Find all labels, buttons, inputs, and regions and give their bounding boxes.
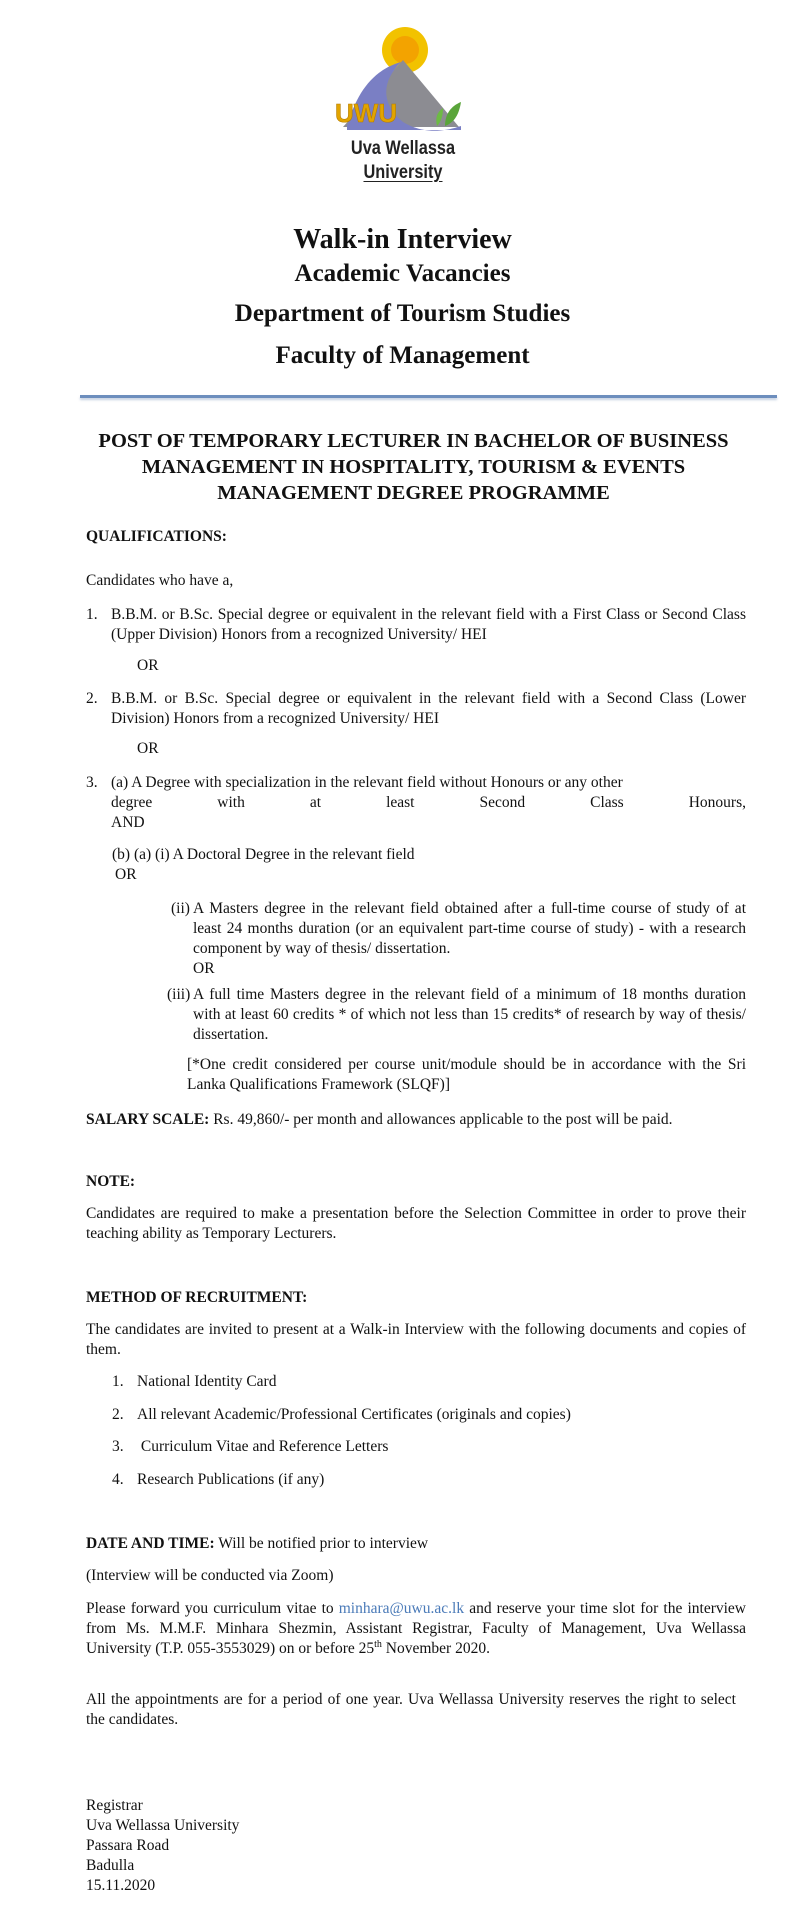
qualification-3ii-number: (ii): [171, 900, 190, 917]
slqf-footnote: [*One credit considered per course unit/module should be in accordance with the Sri Lanka Qualifications Framework (SLQF)]: [187, 1056, 746, 1093]
date-time-label: DATE AND TIME:: [86, 1535, 215, 1552]
document-2-text: All relevant Academic/Professional Certificates (originals and copies): [137, 1406, 571, 1423]
forward-sup: th: [374, 1638, 382, 1650]
signature-city: Badulla: [86, 1857, 135, 1874]
qualification-2-text: B.B.M. or B.Sc. Special degree or equivalent in the relevant field with a Second Class (Lower Division) Honors from a recognized University/ HEI: [111, 690, 746, 727]
qualification-3-number: 3.: [86, 774, 98, 791]
department-name: Department of Tourism Studies: [234, 300, 571, 327]
qualification-1-number: 1.: [86, 606, 98, 623]
notice-title: Walk-in Interview: [293, 224, 512, 255]
logo-abbr: UWU: [335, 98, 398, 128]
document-4-text: Research Publications (if any): [137, 1471, 325, 1488]
signature-university: Uva Wellassa University: [86, 1817, 240, 1834]
forward-cv-paragraph: [86, 1599, 746, 1659]
note-heading: NOTE:: [86, 1173, 136, 1190]
qualification-3iii-number: (iii): [167, 986, 191, 1003]
or-separator-3: OR: [115, 866, 137, 883]
recruitment-heading: METHOD OF RECRUITMENT:: [86, 1289, 308, 1306]
contact-email-link[interactable]: minhara@uwu.ac.lk: [338, 1600, 465, 1617]
post-title: POST OF TEMPORARY LECTURER IN BACHELOR OF BUSINESS MANAGEMENT IN HOSPITALITY, TOURISM & EVENTS MANAGEMENT DEGREE PROGRAMME: [98, 430, 729, 504]
signature-date: 15.11.2020: [86, 1877, 156, 1894]
note-text: Candidates are required to make a presentation before the Selection Committee in order to prove their teaching ability as Temporary Lecturers.: [86, 1205, 746, 1242]
recruitment-intro: The candidates are invited to present at a Walk-in Interview with the following documents and copies of them.: [86, 1321, 746, 1358]
document-1-number: 1.: [112, 1373, 124, 1390]
forward-end: November 2020.: [381, 1640, 490, 1657]
qualification-3a-line2: degree with at least Second Class Honours,: [111, 794, 746, 811]
or-separator-2: OR: [137, 740, 159, 757]
qualification-3a-line1: (a) A Degree with specialization in the relevant field without Honours or any other: [111, 774, 623, 791]
qualifications-heading: QUALIFICATIONS:: [86, 528, 227, 545]
logo-name-line2: University: [363, 162, 443, 183]
document-3-text: Curriculum Vitae and Reference Letters: [137, 1438, 389, 1455]
salary-label: SALARY SCALE:: [86, 1111, 210, 1128]
document-4-number: 4.: [112, 1471, 124, 1488]
salary-text: Rs. 49,860/- per month and allowances applicable to the post will be paid.: [209, 1111, 673, 1128]
logo-emblem-icon: [333, 22, 473, 140]
document-1-text: National Identity Card: [137, 1373, 277, 1390]
header-divider: [80, 395, 777, 398]
document-3-number: 3.: [112, 1438, 124, 1455]
qualification-3ii-text: A Masters degree in the relevant field obtained after a full-time course of study of at least 24 months duration (or an equivalent part-time course of study) - with a research component by way of thesis/ dissertation.: [193, 900, 746, 957]
qualification-3iii-text: A full time Masters degree in the relevant field of a minimum of 18 months duration with at least 60 credits * of which not less than 15 credits* of research by way of thesis/ dissertation.: [193, 986, 746, 1043]
qualification-3a-and: AND: [111, 814, 145, 831]
qualification-3b-text: (b) (a) (i) A Doctoral Degree in the relevant field: [112, 846, 415, 863]
logo-name-line1: Uva Wellassa: [350, 138, 456, 159]
notice-subtitle: Academic Vacancies: [294, 260, 511, 287]
qualifications-intro: Candidates who have a,: [86, 572, 234, 589]
date-time-text: Will be notified prior to interview: [214, 1535, 429, 1552]
date-and-time: [86, 1534, 428, 1554]
signature-road: Passara Road: [86, 1837, 170, 1854]
document-2-number: 2.: [112, 1406, 124, 1423]
forward-pre: Please forward you curriculum vitae to: [86, 1600, 339, 1617]
faculty-name: Faculty of Management: [275, 342, 530, 369]
qualification-1-text: B.B.M. or B.Sc. Special degree or equivalent in the relevant field with a First Class or Second Class (Upper Division) Honors from a recognized University/ HEI: [111, 606, 746, 643]
or-separator-4: OR: [193, 960, 215, 977]
qualification-2-number: 2.: [86, 690, 98, 707]
signature-registrar: Registrar: [86, 1797, 143, 1814]
forward-post: and reserve your time slot for the interview from Ms. M.M.F. Minhara Shezmin, Assistant Registrar, Faculty of Management, Uva Wellassa University (T.P. 055-3553029) on or before 25: [86, 1600, 746, 1657]
university-logo: [333, 22, 473, 194]
salary-scale: [86, 1110, 766, 1130]
zoom-note: (Interview will be conducted via Zoom): [86, 1567, 334, 1584]
appointments-paragraph: All the appointments are for a period of one year. Uva Wellassa University reserves the right to select the candidates.: [86, 1691, 736, 1728]
or-separator-1: OR: [137, 657, 159, 674]
